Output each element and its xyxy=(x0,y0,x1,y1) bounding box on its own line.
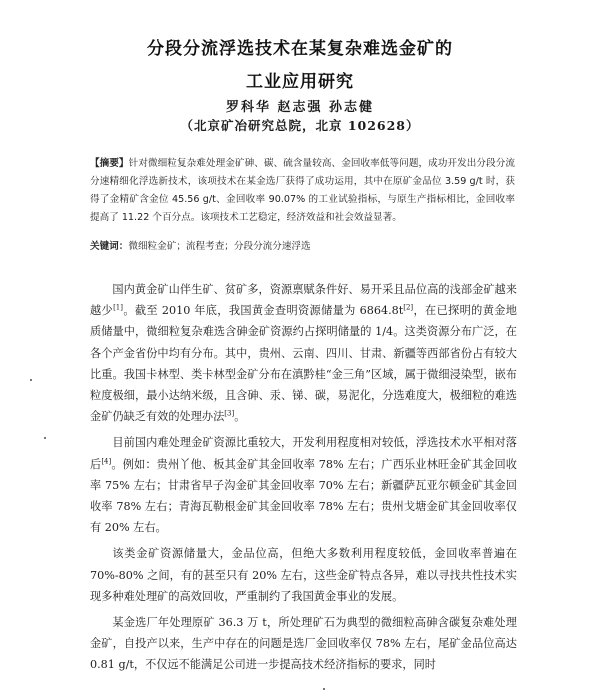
abstract-label: 【摘要】 xyxy=(90,158,129,169)
citation-ref-1: [1] xyxy=(113,303,123,312)
keywords-label: 关键词： xyxy=(90,241,129,252)
citation-ref-4: [4] xyxy=(101,456,112,465)
body-paragraph-3: 该类金矿资源储量大，金品位高，但绝大多数利用程度较低，金回收率普遍在 70%-80% 之间，有的甚至只有 20% 左右，这些金矿特点各异，难以寻找共性技术实现多种难处理矿的高效回收，严重制约了我国黄金事业的发展。 xyxy=(90,547,517,603)
keywords-text: 微细粒金矿；流程考查；分段分流分速浮选 xyxy=(128,241,311,252)
p1-text-b: 。截至 2010 年底，我国黄金查明资源储量为 6864.8t xyxy=(123,304,404,318)
citation-ref-2: [2] xyxy=(403,303,414,312)
author-list: 罗科华 赵志强 孙志健 xyxy=(225,100,375,115)
abstract-text: 针对微细粒复杂难处理金矿砷、碳、硫含量较高、金回收率低等问题，成功开发出分段分流分速精细化浮选新技术，该项技术在某金选厂获得了成功运用，其中在原矿金品位 3.59 g/t 时，获得了金精矿含金位 45.56 g/t、金回收率 90.07% 的工业试验指标，与原生产指标相比，金回收率提高了 11.22 个百分点。该项技术工艺稳定，经济效益和社会效益显著。 xyxy=(90,158,516,223)
author-affiliation: （北京矿冶研究总院，北京 102628） xyxy=(180,118,420,133)
keywords-block xyxy=(90,238,515,256)
p1-text-a: 国内黄金矿山伴生矿、贫矿多，资源禀赋条件好、易开采且品位高的浅部金矿越来越少 xyxy=(90,283,517,318)
body-text xyxy=(90,279,517,681)
scan-speck xyxy=(44,437,46,439)
body-paragraph-2 xyxy=(90,432,517,538)
paper-title-line-2: 工业应用研究 xyxy=(246,72,354,92)
p2-text-b: 。例如：贵州丫他、板其金矿其金回收率 78% 左右；广西乐业林旺金矿其金回收率 75% 左右；甘肃省早子沟金矿其金回收率 70% 左右；新疆萨瓦亚尔顿金矿其金回收率 78% 左右；青海瓦勒根金矿其金回收率 78% 左右；贵州戈塘金矿其金回收率仅有 20% 左右。 xyxy=(90,457,517,535)
p1-text-d: 。 xyxy=(234,410,246,424)
abstract-block xyxy=(90,155,515,227)
p2-text-a: 目前国内难处理金矿资源比重较大，开发利用程度相对较低，浮选技术水平相对落后 xyxy=(90,436,517,471)
citation-ref-3: [3] xyxy=(224,409,235,418)
scan-speck xyxy=(323,688,325,690)
paper-title-line-1: 分段分流浮选技术在某复杂难选金矿的 xyxy=(147,39,453,59)
scan-speck xyxy=(30,379,32,381)
body-paragraph-1 xyxy=(90,279,517,427)
p1-text-c: ，在已探明的黄金地质储量中，微细粒复杂难选含砷金矿资源约占探明储量的 1/4。这类资源分布广泛，在各个产金省份中均有分布。其中，贵州、云南、四川、甘肃、新疆等西部省份占有较大比重。我国卡林型、类卡林型金矿分布在滇黔桂“金三角”区域，属于微细浸染型，嵌布粒度极细，最小达纳米级，且含砷、汞、锑、碳，易泥化，分选难度大，极细粒的难选金矿仍缺乏有效的处理办法 xyxy=(90,304,517,424)
body-paragraph-4: 某金选厂年处理原矿 36.3 万 t，所处理矿石为典型的微细粒高砷含碳复杂难处理金矿，自投产以来，生产中存在的问题是选厂金回收率仅 78% 左右，尾矿金品位高达 0.81 g/t，不仅远不能满足公司进一步提高技术经济指标的要求，同时 xyxy=(90,616,517,672)
